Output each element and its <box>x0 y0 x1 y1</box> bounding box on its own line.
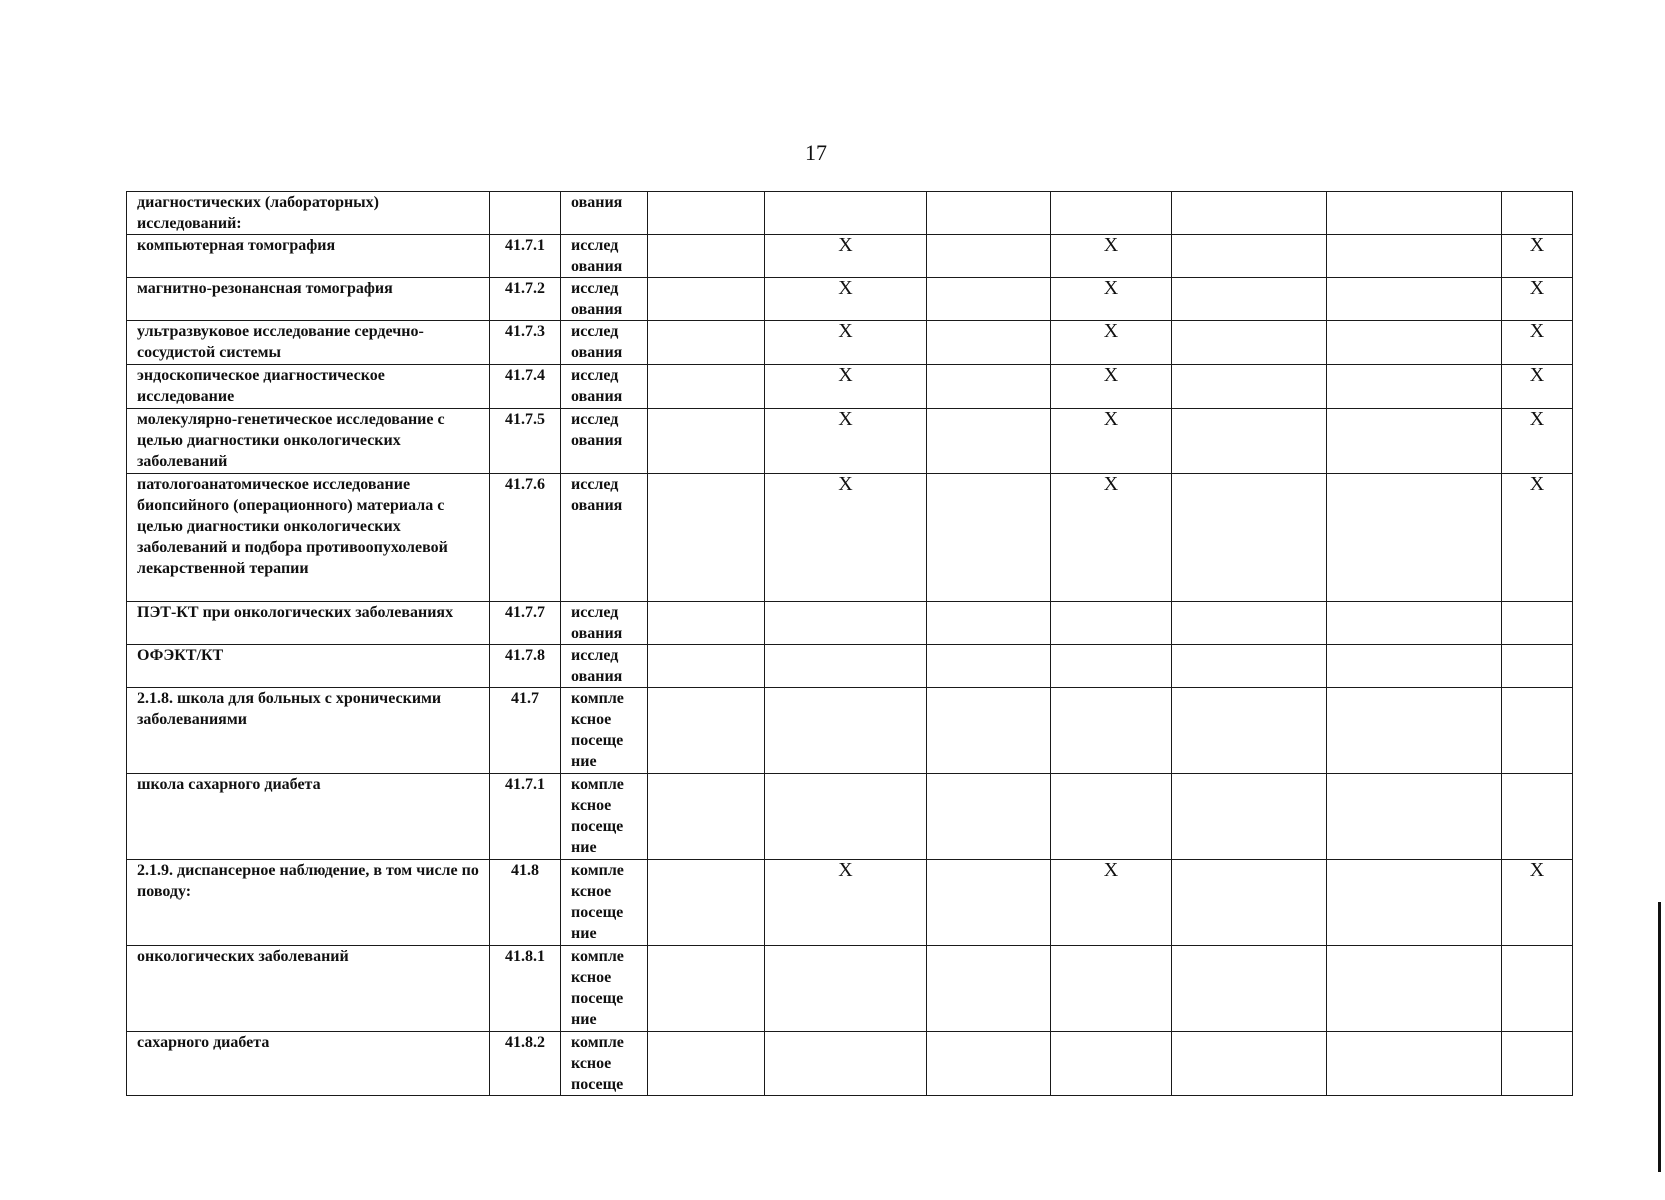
row-code-cell: 41.7.1 <box>490 235 561 278</box>
empty-cell <box>1327 946 1502 1032</box>
table-row <box>127 688 1573 774</box>
empty-cell <box>1502 688 1573 774</box>
empty-cell <box>1327 1032 1502 1096</box>
x-mark-cell: X <box>765 860 927 946</box>
empty-cell <box>1502 1032 1573 1096</box>
empty-cell <box>927 235 1051 278</box>
service-name-cell: 2.1.8. школа для больных с хроническими заболеваниями <box>127 688 490 774</box>
service-name-cell: молекулярно-генетическое исследование с целью диагностики онкологических заболеваний <box>127 409 490 474</box>
empty-cell <box>1327 860 1502 946</box>
empty-cell <box>1327 235 1502 278</box>
x-mark-cell: X <box>1502 409 1573 474</box>
row-code-cell: 41.8 <box>490 860 561 946</box>
x-mark-cell: X <box>1502 365 1573 409</box>
empty-cell <box>1172 860 1327 946</box>
service-name-cell: патологоанатомическое исследование биопсийного (операционного) материала с целью диагностики онкологических заболеваний и подбора противоопухолевой лекарственной терапии <box>127 474 490 602</box>
empty-cell <box>1172 774 1327 860</box>
empty-cell <box>1172 192 1327 235</box>
empty-cell <box>648 602 765 645</box>
table-row <box>127 860 1573 946</box>
row-code-cell: 41.7.7 <box>490 602 561 645</box>
table-row <box>127 602 1573 645</box>
service-name-cell: эндоскопическое диагностическое исследование <box>127 365 490 409</box>
empty-cell <box>1502 192 1573 235</box>
x-mark-cell: X <box>1051 235 1172 278</box>
empty-cell <box>1327 688 1502 774</box>
x-mark-cell: X <box>1502 321 1573 365</box>
services-table <box>126 191 1573 1096</box>
x-mark-cell: X <box>1051 409 1172 474</box>
service-name-cell: ПЭТ-КТ при онкологических заболеваниях <box>127 602 490 645</box>
row-code-cell: 41.7 <box>490 688 561 774</box>
empty-cell <box>648 1032 765 1096</box>
table-row <box>127 235 1573 278</box>
x-mark-cell: X <box>1051 860 1172 946</box>
empty-cell <box>927 645 1051 688</box>
empty-cell <box>1172 688 1327 774</box>
empty-cell <box>1172 602 1327 645</box>
x-mark-cell: X <box>765 278 927 321</box>
unit-cell: исслед ования <box>561 321 648 365</box>
empty-cell <box>927 774 1051 860</box>
x-mark-cell: X <box>1502 860 1573 946</box>
row-code-cell: 41.8.1 <box>490 946 561 1032</box>
empty-cell <box>765 1032 927 1096</box>
service-name-cell: 2.1.9. диспансерное наблюдение, в том числе по поводу: <box>127 860 490 946</box>
x-mark-cell: X <box>765 321 927 365</box>
empty-cell <box>648 321 765 365</box>
row-code-cell: 41.7.1 <box>490 774 561 860</box>
unit-cell: исслед ования <box>561 365 648 409</box>
empty-cell <box>1327 774 1502 860</box>
empty-cell <box>1327 192 1502 235</box>
service-name-cell: школа сахарного диабета <box>127 774 490 860</box>
empty-cell <box>927 278 1051 321</box>
empty-cell <box>1051 645 1172 688</box>
empty-cell <box>648 688 765 774</box>
table-row <box>127 946 1573 1032</box>
row-code-cell: 41.7.5 <box>490 409 561 474</box>
empty-cell <box>648 365 765 409</box>
unit-cell: компле ксное посеще ние <box>561 688 648 774</box>
empty-cell <box>927 192 1051 235</box>
empty-cell <box>1051 1032 1172 1096</box>
unit-cell: исслед ования <box>561 645 648 688</box>
page-number: 17 <box>805 140 827 165</box>
table-row <box>127 645 1573 688</box>
empty-cell <box>1172 1032 1327 1096</box>
empty-cell <box>1502 774 1573 860</box>
empty-cell <box>1172 365 1327 409</box>
empty-cell <box>1051 602 1172 645</box>
service-name-cell: онкологических заболеваний <box>127 946 490 1032</box>
row-code-cell: 41.7.2 <box>490 278 561 321</box>
table-row <box>127 321 1573 365</box>
unit-cell: компле ксное посеще ние <box>561 860 648 946</box>
table-row <box>127 192 1573 235</box>
unit-cell: исслед ования <box>561 409 648 474</box>
unit-cell: исслед ования <box>561 278 648 321</box>
table-row <box>127 278 1573 321</box>
empty-cell <box>1327 365 1502 409</box>
empty-cell <box>1051 774 1172 860</box>
empty-cell <box>927 409 1051 474</box>
empty-cell <box>1502 946 1573 1032</box>
x-mark-cell: X <box>1051 474 1172 602</box>
row-code-cell: 41.7.8 <box>490 645 561 688</box>
service-name-cell: сахарного диабета <box>127 1032 490 1096</box>
x-mark-cell: X <box>765 474 927 602</box>
empty-cell <box>927 860 1051 946</box>
unit-cell: компле ксное посеще ние <box>561 946 648 1032</box>
empty-cell <box>1327 474 1502 602</box>
unit-cell: исслед ования <box>561 602 648 645</box>
service-name-cell: ультразвуковое исследование сердечно-сосудистой системы <box>127 321 490 365</box>
empty-cell <box>765 192 927 235</box>
scan-edge-mark <box>1658 902 1661 1172</box>
empty-cell <box>1051 192 1172 235</box>
empty-cell <box>1051 946 1172 1032</box>
row-code-cell: 41.7.6 <box>490 474 561 602</box>
row-code-cell: 41.7.4 <box>490 365 561 409</box>
empty-cell <box>765 602 927 645</box>
service-name-cell: компьютерная томография <box>127 235 490 278</box>
empty-cell <box>765 688 927 774</box>
x-mark-cell: X <box>765 365 927 409</box>
x-mark-cell: X <box>1502 474 1573 602</box>
unit-cell: компле ксное посеще <box>561 1032 648 1096</box>
empty-cell <box>765 645 927 688</box>
empty-cell <box>648 409 765 474</box>
empty-cell <box>1172 645 1327 688</box>
row-code-cell: 41.8.2 <box>490 1032 561 1096</box>
table-row <box>127 409 1573 474</box>
empty-cell <box>648 192 765 235</box>
empty-cell <box>927 688 1051 774</box>
empty-cell <box>927 1032 1051 1096</box>
empty-cell <box>927 946 1051 1032</box>
empty-cell <box>648 235 765 278</box>
empty-cell <box>1327 645 1502 688</box>
empty-cell <box>1172 474 1327 602</box>
empty-cell <box>765 946 927 1032</box>
table-row <box>127 1032 1573 1096</box>
row-code-cell: 41.7.3 <box>490 321 561 365</box>
empty-cell <box>648 860 765 946</box>
empty-cell <box>648 474 765 602</box>
x-mark-cell: X <box>1051 365 1172 409</box>
table-row <box>127 774 1573 860</box>
empty-cell <box>1172 278 1327 321</box>
service-name-cell: ОФЭКТ/КТ <box>127 645 490 688</box>
empty-cell <box>765 774 927 860</box>
empty-cell <box>648 278 765 321</box>
empty-cell <box>1327 278 1502 321</box>
empty-cell <box>927 321 1051 365</box>
empty-cell <box>1502 645 1573 688</box>
empty-cell <box>648 645 765 688</box>
unit-cell: исслед ования <box>561 474 648 602</box>
empty-cell <box>1502 602 1573 645</box>
table-body <box>127 192 1573 1096</box>
empty-cell <box>1172 409 1327 474</box>
empty-cell <box>648 774 765 860</box>
empty-cell <box>927 602 1051 645</box>
empty-cell <box>1051 688 1172 774</box>
empty-cell <box>1172 321 1327 365</box>
empty-cell <box>1172 235 1327 278</box>
x-mark-cell: X <box>765 409 927 474</box>
table-row <box>127 365 1573 409</box>
table-row <box>127 474 1573 602</box>
empty-cell <box>927 474 1051 602</box>
empty-cell <box>1172 946 1327 1032</box>
empty-cell <box>1327 602 1502 645</box>
x-mark-cell: X <box>765 235 927 278</box>
empty-cell <box>1327 321 1502 365</box>
unit-cell: ования <box>561 192 648 235</box>
x-mark-cell: X <box>1502 235 1573 278</box>
empty-cell <box>648 946 765 1032</box>
x-mark-cell: X <box>1051 278 1172 321</box>
unit-cell: компле ксное посеще ние <box>561 774 648 860</box>
unit-cell: исслед ования <box>561 235 648 278</box>
row-code-cell <box>490 192 561 235</box>
x-mark-cell: X <box>1051 321 1172 365</box>
empty-cell <box>1327 409 1502 474</box>
service-name-cell: магнитно-резонансная томография <box>127 278 490 321</box>
service-name-cell: диагностических (лабораторных) исследований: <box>127 192 490 235</box>
empty-cell <box>927 365 1051 409</box>
x-mark-cell: X <box>1502 278 1573 321</box>
